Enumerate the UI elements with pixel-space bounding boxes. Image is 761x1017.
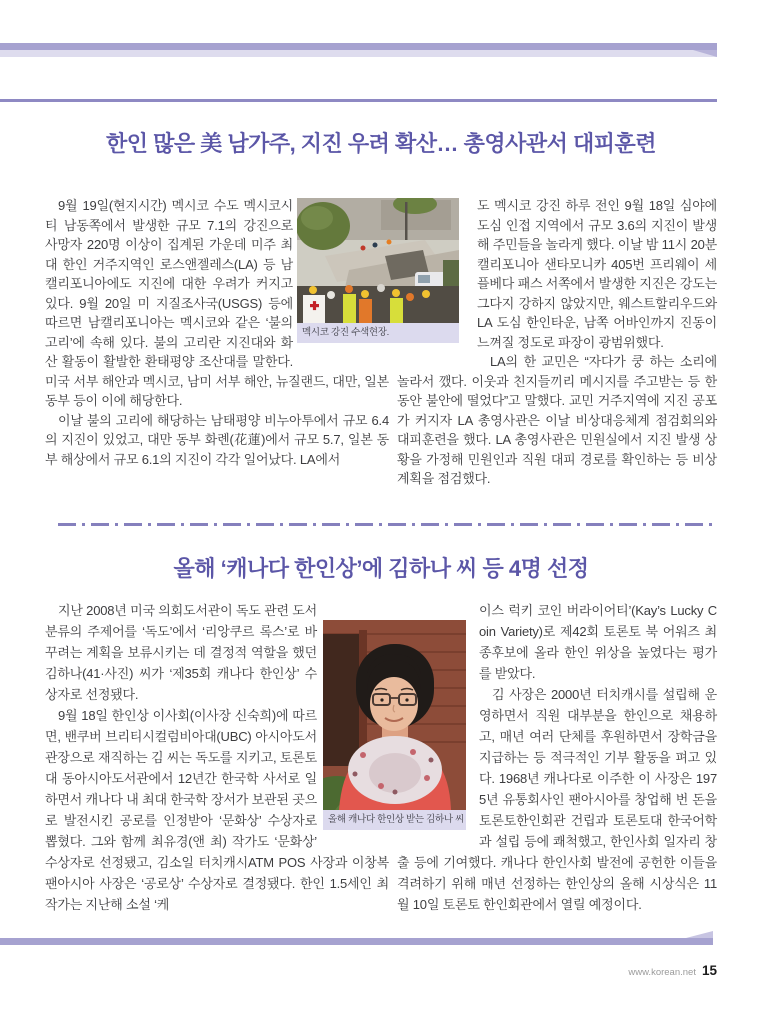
body-paragraph: 이스 럭키 코인 버라이어티’(Kay’s Lucky Coin Variety)로 제42회 토론토 북 어워즈 최종후보에 올라 한인 위상을 높였다는 평가를 받았다. (479, 603, 717, 681)
article1-photo-caption: 멕시코 강진 수색현장. (297, 323, 459, 343)
header-rule (0, 99, 717, 102)
article2-headline: 올해 ‘캐나다 한인상’에 김하나 씨 등 4명 선정 (173, 556, 589, 581)
footer (45, 962, 717, 980)
section-divider (58, 523, 717, 526)
page-number: 15 (701, 963, 717, 978)
top-band-dark (0, 43, 717, 50)
body-paragraph: 9월 18일 한인상 이사회(이사장 신숙희)에 따르면, 밴쿠버 브리티시컬럼비아대(UBC) 아시아도서관장으로 재직하는 김 씨는 독도를 지키고, 토론토대 동아시아도서관에서 12년간 한국학 사서로 일하면서 캐나다 내 최대 한국학 장서가 보관된 곳으로 발전시킨 공로를 인정받아 ‘문화상’ 수상자로 뽑혔다. 그와 함께 최유경(앤 최) 작가도 ‘문화상’ 수상자로 선정됐고, 김소일 터치캐시ATM POS 사장과 이창복 팬아시아 사장은 ‘공로상’ 수상자로 결정됐다. 한인 1.5세인 최 작가는 지난해 소설 ‘케 (45, 708, 389, 912)
body-paragraph: 이날 불의 고리에 해당하는 남태평양 비누아투에서 규모 6.4의 지진이 있었고, 대만 동부 화롄(花蓮)에서 규모 5.7, 일본 동부 해상에서 규모 6.1의 지진이 각각 일어났다. LA에서 (45, 412, 389, 467)
body-paragraph: LA의 한 교민은 “자다가 쿵 하는 소리에 놀라서 깼다. 이웃과 친지들끼리 메시지를 주고받는 등 한동안 불안에 떨었다”고 말했다. 교민 거주지역에 지진 공포가 커지자 LA 총영사관은 이날 비상대응체계 점검회의와 대피훈련을 했다. LA 총영사관은 민원실에서 지진 발생 상황을 가정해 민원인과 직원 대피 경로를 확인하는 등 비상계획을 점검했다. (397, 354, 717, 486)
body-paragraph: 도 멕시코 강진 하루 전인 9월 18일 심야에 도심 인접 지역에서 규모 3.6의 지진이 발생해 주민들을 놀라게 했다. 이날 밤 11시 20분 캘리포니아 샌타모니카 405번 프리웨이 세플베다 패스 서쪽에서 발생한 지진은 강도는 그다지 강하지 않았지만, 웨스트할리우드와 LA 도심 한인타운, 남쪽 어바인까지 진동이 느껴질 정도로 파장이 광범위했다. (477, 198, 717, 350)
article1-body (45, 196, 717, 501)
article1-photo-figure (297, 198, 459, 343)
earthquake-rescue-photo (297, 198, 459, 323)
footer-url: www.korean.net (628, 967, 696, 978)
article2-photo-figure (323, 620, 466, 830)
article1-headline: 한인 많은 美 남가주, 지진 우려 확산… 총영사관서 대피훈련 (105, 131, 657, 156)
body-paragraph: 지난 2008년 미국 의회도서관이 독도 관련 도서 분류의 주제어를 ‘독도’에서 ‘리앙쿠르 록스’로 바꾸려는 계획을 보류시키는 데 결정적 역할을 했던 김하나(41·사진) 씨가 ‘제35회 캐나다 한인상’ 수상자로 선정됐다. (45, 603, 317, 702)
body-paragraph: 9월 19일(현지시간) 멕시코 수도 멕시코시티 남동쪽에서 발생한 규모 7.1의 강진으로 사망자 220명 이상이 집계된 가운데 미주 최대 한인 거주지역인 로스앤젤레스(LA) 등 남캘리포니아에도 지진에 대한 우려가 커지고 있다. 9월 20일 미 지질조사국(USGS) 등에 따르면 남캘리포니아는 멕시코와 같은 ‘불의 고리’에 속해 있다. 불의 고리란 지진대와 화산 활동이 활발한 환태평양 조산대를 말한다. 미국 서부 해안과 멕시코, 남미 서부 해안, 뉴질랜드, 대만, 일본 동부 등이 이에 해당한다. (45, 198, 389, 408)
top-band-light (0, 50, 717, 57)
footer-band (0, 938, 713, 945)
article2-body (45, 600, 717, 945)
article2-photo-caption: 올해 캐나다 한인상 받는 김하나 씨 (323, 810, 466, 830)
body-paragraph: 김 사장은 2000년 터치캐시를 설립해 운영하면서 직원 대부분을 한인으로 채용하고, 매년 여러 단체를 후원하면서 장학금을 지급하는 등 적극적인 기부 활동을 펴고 있다. 1968년 캐나다로 이주한 이 사장은 1975년 유통회사인 팬아시아를 창업해 번 돈을 토론토한인회관 건립과 토론토대 한국어학과 설립 등에 쾌척했고, 한인사회 일자리 창출 등에 기여했다. 캐나다 한인사회 발전에 공헌한 이들을 격려하기 위해 매년 선정하는 한인상의 올해 시상식은 11월 10일 토론토 한인회관에서 열릴 예정이다. (397, 687, 717, 912)
kim-hana-portrait-photo (323, 620, 466, 810)
